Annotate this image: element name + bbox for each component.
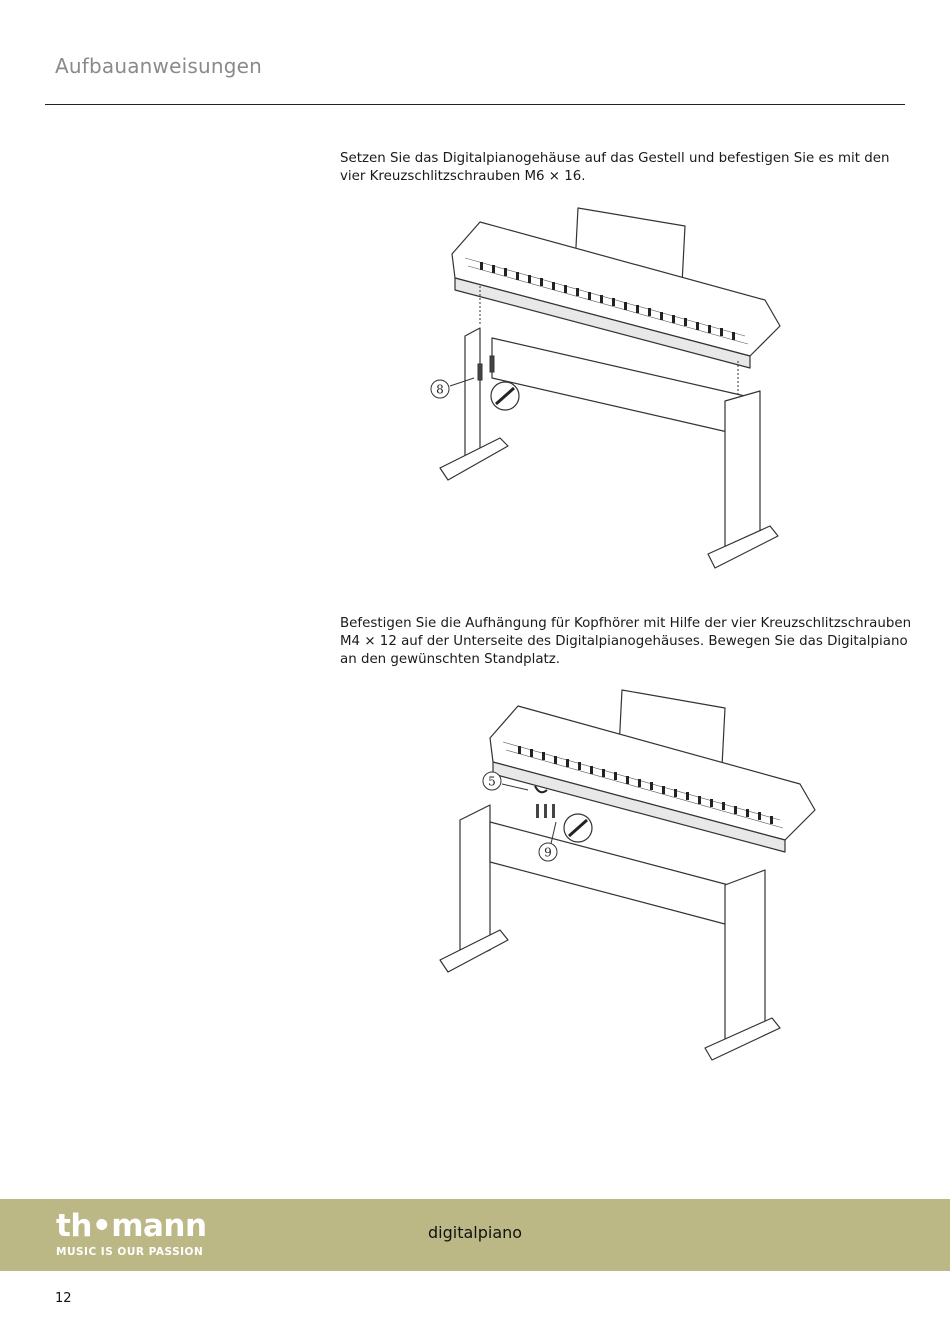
step-2-text: Befestigen Sie die Aufhängung für Kopfhörer mit Hilfe der vier Kreuzschlitzschrauben M4 × 12 auf der Unterseite des Digitalpianogehäuses. Bewegen Sie das Digitalpiano an den gewünschten Standplatz. [340, 616, 912, 667]
stand-back-panel [490, 822, 740, 928]
screw-icon [536, 804, 539, 818]
header-rule [45, 104, 905, 105]
section-title: Aufbauanweisungen [55, 54, 263, 78]
step-1-illustration [340, 196, 905, 578]
brand-tagline: MUSIC IS OUR PASSION [56, 1246, 204, 1258]
piano-with-headphone-hook-drawing [340, 680, 905, 1062]
step-2-illustration [340, 680, 905, 1062]
stand-right-leg [725, 870, 765, 1048]
footer-band [0, 1199, 950, 1271]
step-1-text: Setzen Sie das Digitalpianogehäuse auf das Gestell und befestigen Sie es mit den vier Kreuzschlitzschrauben M6 × 16. [340, 151, 890, 184]
screw-icon [544, 804, 547, 818]
screw-icon [490, 356, 494, 372]
callout-8: 8 [436, 382, 444, 397]
product-name: digitalpiano [428, 1223, 523, 1242]
screw-icon [478, 364, 482, 380]
callout-5: 5 [488, 774, 496, 789]
screw-icon [552, 804, 555, 818]
stand-right-leg [725, 391, 760, 551]
stand-left-leg [465, 328, 480, 468]
callout-9: 9 [544, 845, 552, 860]
piano-on-stand-drawing [340, 196, 905, 578]
brand-logo: th•mann [56, 1208, 207, 1244]
page-number: 12 [55, 1291, 72, 1306]
